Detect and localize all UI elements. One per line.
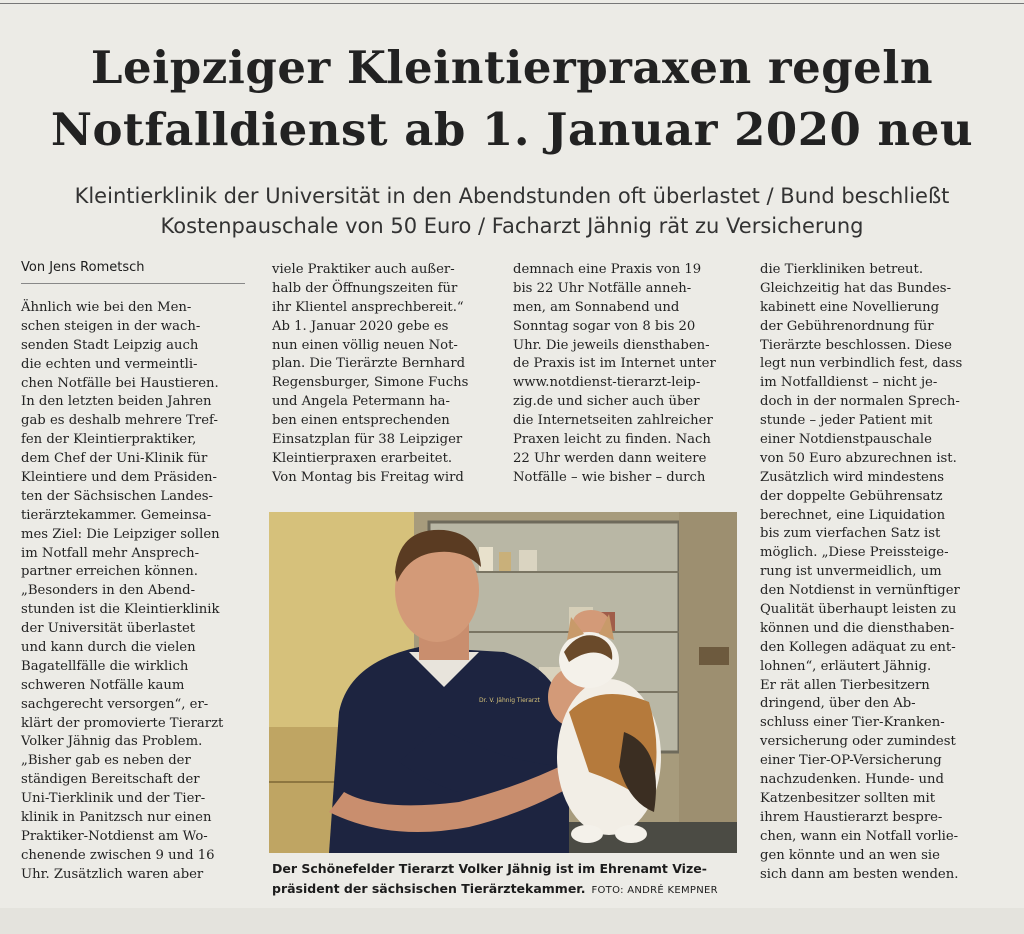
top-rule xyxy=(0,3,1024,4)
article-line: plan. Die Tierärzte Bernhard xyxy=(272,356,466,372)
article-line: rung ist unvermeidlich, um xyxy=(760,564,942,580)
article-line: lohnen“, erläutert Jähnig. xyxy=(760,658,932,674)
article-line: schluss einer Tier-Kranken- xyxy=(760,715,945,731)
article-line: senden Stadt Leipzig auch xyxy=(21,337,199,353)
article-line: Kleintiere und dem Präsiden- xyxy=(21,470,217,486)
article-line: bis 22 Uhr Notfälle anneh- xyxy=(513,280,692,296)
article-line: von 50 Euro abzurechnen ist. xyxy=(760,450,957,466)
headline-line-2: Notfalldienst ab 1. Januar 2020 neu xyxy=(50,103,974,156)
article-line: doch in der normalen Sprech- xyxy=(760,394,960,410)
article-line: ständigen Bereitschaft der xyxy=(21,772,200,788)
article-line: In den letzten beiden Jahren xyxy=(21,394,212,410)
article-line: den Notdienst in vernünftiger xyxy=(760,583,960,599)
article-line: den Kollegen adäquat zu ent- xyxy=(760,639,956,655)
article-line: halb der Öffnungszeiten für xyxy=(272,280,458,296)
article-line: Volker Jähnig das Problem. xyxy=(21,734,203,750)
article-line: Gleichzeitig hat das Bundes- xyxy=(760,280,952,296)
photo-vet-with-cat xyxy=(269,512,737,853)
article-line: sich dann am besten wenden. xyxy=(760,866,959,882)
article-line: Regensburger, Simone Fuchs xyxy=(272,375,469,391)
article-line: gen könnte und an wen sie xyxy=(760,847,940,863)
article-line: ihrem Haustierarzt bespre- xyxy=(760,809,943,825)
article-column-3 xyxy=(513,261,743,488)
caption-line-1: Der Schönefelder Tierarzt Volker Jähnig ist im Ehrenamt Vize- xyxy=(272,861,707,876)
article-line: versicherung oder zumindest xyxy=(760,734,956,750)
article-column-4 xyxy=(760,261,990,884)
article-line: dringend, über den Ab- xyxy=(760,696,916,712)
article-line: im Notfalldienst – nicht je- xyxy=(760,375,938,391)
article-line: chen, wann ein Notfall vorlie- xyxy=(760,828,959,844)
article-line: Praktiker-Notdienst am Wo- xyxy=(21,828,208,844)
article-line: partner erreichen können. xyxy=(21,564,198,580)
article-line: klinik in Panitzsch nur einen xyxy=(21,810,212,826)
article-line: mes Ziel: Die Leipziger sollen xyxy=(21,526,220,542)
article-line: gab es deshalb mehrere Tref- xyxy=(21,413,218,429)
article-line: schweren Notfälle kaum xyxy=(21,677,185,693)
article-line: die Internetseiten zahlreicher xyxy=(513,413,713,429)
article-line: stunden ist die Kleintierklinik xyxy=(21,602,220,618)
article-line: men, am Sonnabend und xyxy=(513,299,680,315)
article-line: Uni-Tierklinik und der Tier- xyxy=(21,791,206,807)
caption-line-2: präsident der sächsischen Tierärztekammer. xyxy=(272,881,586,896)
article-line: einer Notdienstpauschale xyxy=(760,432,932,448)
article-line: und kann durch die vielen xyxy=(21,640,196,656)
article-line: Bagatellfälle die wirklich xyxy=(21,658,189,674)
article-line: sachgerecht versorgen“, er- xyxy=(21,696,209,712)
article-line: Von Montag bis Freitag wird xyxy=(272,469,464,485)
article-line: fen der Kleintierpraktiker, xyxy=(21,432,197,448)
article-line: möglich. „Diese Preissteige- xyxy=(760,545,949,561)
article-line: chen Notfälle bei Haustieren. xyxy=(21,375,219,391)
article-line: tierärztekammer. Gemeinsa- xyxy=(21,507,212,523)
article-photo xyxy=(269,512,737,853)
article-line: Tierärzte beschlossen. Diese xyxy=(760,337,952,353)
article-line: und Angela Petermann ha- xyxy=(272,394,451,410)
article-line: chenende zwischen 9 und 16 xyxy=(21,847,215,863)
subheadline-line-2: Kostenpauschale von 50 Euro / Facharzt Jähnig rät zu Versicherung xyxy=(160,214,864,238)
article-line: zig.de und sicher auch über xyxy=(513,394,700,410)
article-line: einer Tier-OP-Versicherung xyxy=(760,753,942,769)
article-line: ten der Sächsischen Landes- xyxy=(21,488,214,504)
page-bottom-margin xyxy=(0,908,1024,934)
article-line: Ähnlich wie bei den Men- xyxy=(21,300,192,315)
headline-line-1: Leipziger Kleintierpraxen regeln xyxy=(90,41,934,94)
article-line: Uhr. Die jeweils diensthaben- xyxy=(513,337,710,353)
photo-credit: FOTO: ANDRÉ KEMPNER xyxy=(591,885,718,896)
article-line: nun einen völlig neuen Not- xyxy=(272,337,458,353)
shirt-embroidery: Dr. V. Jähnig Tierarzt xyxy=(479,697,540,704)
article-column-1 xyxy=(21,299,251,885)
article-line: demnach eine Praxis von 19 xyxy=(513,262,702,277)
article-line: nachzudenken. Hunde- und xyxy=(760,772,944,788)
article-line: „Besonders in den Abend- xyxy=(21,583,196,599)
byline: Von Jens Rometsch xyxy=(21,259,245,284)
article-line: legt nun verbindlich fest, dass xyxy=(760,356,963,372)
article-line: Katzenbesitzer sollten mit xyxy=(760,790,935,806)
article-line: Praxen leicht zu finden. Nach xyxy=(513,432,711,448)
article-line: bis zum vierfachen Satz ist xyxy=(760,526,941,542)
article-line: Einsatzplan für 38 Leipziger xyxy=(272,432,463,448)
article-line: Ab 1. Januar 2020 gebe es xyxy=(272,318,449,334)
photo-caption xyxy=(272,859,742,901)
article-line: Notfälle – wie bisher – durch xyxy=(513,469,706,485)
article-line: www.notdienst-tierarzt-leip- xyxy=(513,375,701,391)
article-line: 22 Uhr werden dann weitere xyxy=(513,450,707,466)
subheadline-line-1: Kleintierklinik der Universität in den Abendstunden oft überlastet / Bund beschließt xyxy=(74,184,950,208)
article-line: Er rät allen Tierbesitzern xyxy=(760,677,930,693)
article-line: der doppelte Gebührensatz xyxy=(760,488,943,504)
article-line: kabinett eine Novellierung xyxy=(760,299,940,315)
article-line: ben einen entsprechenden xyxy=(272,413,450,429)
article-line: dem Chef der Uni-Klinik für xyxy=(21,451,208,467)
article-line: schen steigen in der wach- xyxy=(21,318,201,334)
article-line: ihr Klientel ansprechbereit.“ xyxy=(272,299,464,315)
article-line: Sonntag sogar von 8 bis 20 xyxy=(513,318,696,334)
article-line: Zusätzlich wird mindestens xyxy=(760,469,945,485)
article-line: können und die diensthaben- xyxy=(760,620,955,636)
article-line: die echten und vermeintli- xyxy=(21,356,198,372)
article-line: viele Praktiker auch außer- xyxy=(272,262,455,277)
article-line: der Gebührenordnung für xyxy=(760,318,934,334)
article-line: berechnet, eine Liquidation xyxy=(760,507,946,523)
article-line: im Notfall mehr Ansprech- xyxy=(21,545,200,561)
article-line: der Universität überlastet xyxy=(21,621,196,637)
article-line: Qualität überhaupt leisten zu xyxy=(760,602,957,618)
article-line: de Praxis ist im Internet unter xyxy=(513,356,716,372)
article-line: klärt der promovierte Tierarzt xyxy=(21,715,224,731)
article-line: die Tierkliniken betreut. xyxy=(760,262,924,277)
article-column-2 xyxy=(272,261,502,488)
article-line: „Bisher gab es neben der xyxy=(21,753,191,769)
article-line: Kleintierpraxen erarbeitet. xyxy=(272,450,453,466)
article-line: Uhr. Zusätzlich waren aber xyxy=(21,866,204,882)
article-line: stunde – jeder Patient mit xyxy=(760,413,933,429)
